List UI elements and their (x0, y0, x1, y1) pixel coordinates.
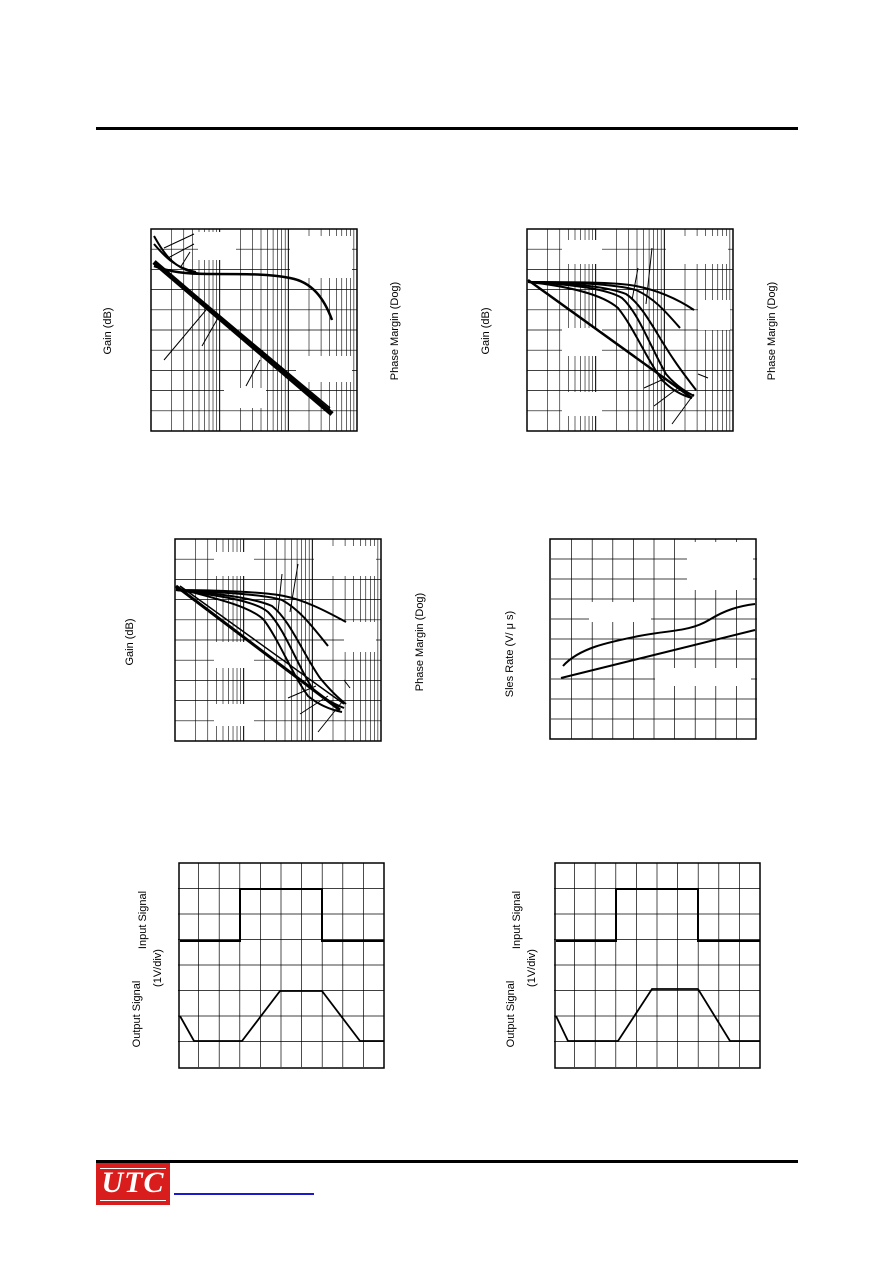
chart2-y2-label: Phase Margin (Dog) (766, 281, 778, 381)
chart1-plot (150, 228, 360, 434)
footer-rule (96, 1160, 798, 1163)
chart5-unit-label: (1V/div) (152, 949, 164, 987)
chart2-y-label: Gain (dB) (480, 307, 492, 355)
chart5-plot (176, 862, 386, 1070)
chart2-plot (526, 228, 736, 434)
chart3-y-label: Gain (dB) (124, 618, 136, 666)
chart4-plot (549, 538, 759, 744)
utc-logo (96, 1163, 170, 1205)
chart4-y-label: Sles Rate (V/ μ s) (504, 610, 516, 698)
chart3-plot (174, 538, 384, 744)
header-rule (96, 127, 798, 130)
chart6-unit-label: (1V/div) (526, 949, 538, 987)
website-link-underline[interactable] (174, 1193, 314, 1195)
chart6-input-label: Input Signal (511, 890, 523, 950)
chart6-plot (552, 862, 762, 1070)
chart5-output-label: Output Signal (131, 980, 143, 1048)
chart1-y-label: Gain (dB) (102, 307, 114, 355)
utc-logo-text: UTC (101, 1166, 165, 1199)
chart5-input-label: Input Signal (137, 890, 149, 950)
chart1-y2-label: Phase Margin (Dog) (389, 281, 401, 381)
chart6-output-label: Output Signal (505, 980, 517, 1048)
chart3-y2-label: Phase Margin (Dog) (414, 592, 426, 692)
